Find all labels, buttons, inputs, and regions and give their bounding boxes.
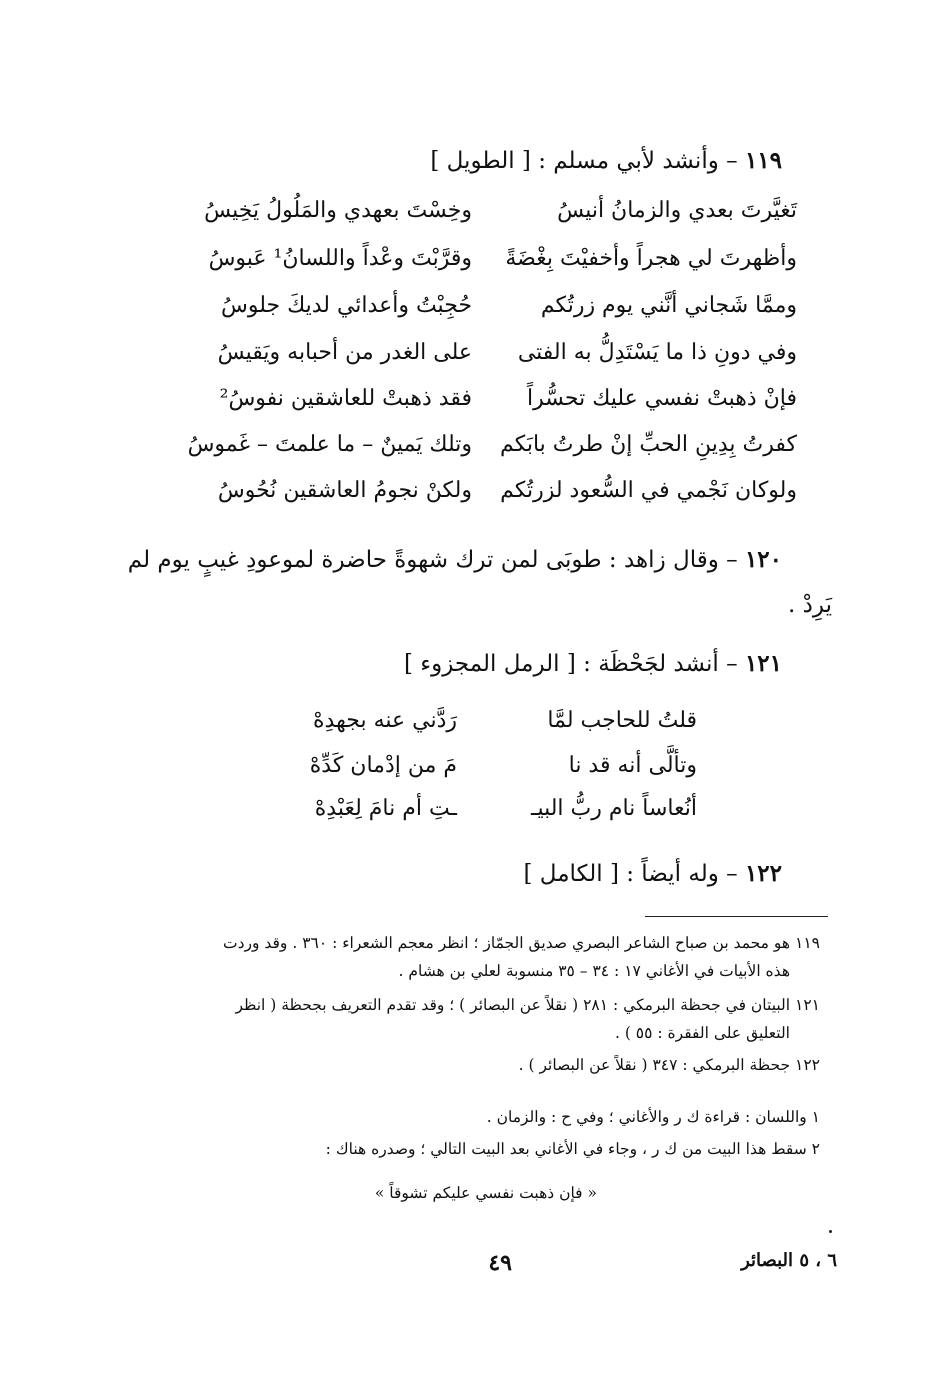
verse-2-second-hemistich: وقرَّبْتَ وعْداً واللسانُ¹ عَبوسُ xyxy=(208,246,472,271)
verse-3-second-hemistich: ـتِ أم نامَ لِعَبْدِهْ xyxy=(314,796,457,821)
verse-5-second-hemistich: فقد ذهبتْ للعاشقين نفوسُ² xyxy=(219,386,472,411)
variant-note-1: ١ واللسان : قراءة ك ر والأغاني ؛ وفي ح : والزمان . xyxy=(486,1108,820,1126)
heading-text: – وله أيضاً : [ الكامل ] xyxy=(523,861,738,887)
heading-text: – أنشد لجَحْظَة : [ الرمل المجزوء ] xyxy=(403,651,738,677)
verse-1-first-hemistich: قلتُ للحاجب لمَّا xyxy=(547,708,697,733)
entry-122-heading xyxy=(524,860,782,887)
note-121-line-2: التعليق على الفقرة : ٥٥ ) . xyxy=(614,1024,790,1042)
entry-121-heading xyxy=(404,650,782,677)
verse-1-first-hemistich: تَغيَّرتَ بعدي والزمانُ أنيسُ xyxy=(557,198,797,223)
entry-120-line-1 xyxy=(128,546,782,573)
note-122: ١٢٢ جحظة البرمكي : ٣٤٧ ( نقلاً عن البصائر ) . xyxy=(518,1056,820,1074)
verse-7-first-hemistich: ولوكان نَجْمي في السُّعود لزرتُكم xyxy=(500,478,797,503)
heading-text: – وأنشد لأبي مسلم : [ الطويل ] xyxy=(430,148,738,174)
footnote-separator xyxy=(645,916,828,917)
page-number: ٤٩ xyxy=(488,1250,512,1276)
verse-2-first-hemistich: وتألَّى أنه قد نا xyxy=(568,753,697,778)
verse-6-second-hemistich: وتلك يَمينٌ – ما علمتَ – غَموسُ xyxy=(187,432,472,457)
verse-2-first-hemistich: وأظهرتَ لي هجراً وأخفيْتَ بِغْضَةً xyxy=(505,246,797,271)
decorative-dot xyxy=(829,1230,832,1233)
verse-1-second-hemistich: وخِسْتَ بعهدي والمَلُولُ يَخِيسُ xyxy=(204,198,472,223)
variant-quote: « فإن ذهبت نفسي عليكم تشوقاً » xyxy=(374,1184,597,1202)
verse-7-second-hemistich: ولكنْ نجومُ العاشقين نُحُوسُ xyxy=(217,478,472,503)
verse-3-first-hemistich: وممَّا شَجاني أنَّني يوم زرتُكم xyxy=(540,293,797,318)
entry-number: ١٢١ xyxy=(744,650,782,677)
entry-119-heading xyxy=(430,147,782,174)
verse-4-second-hemistich: على الغدر من أحبابه ويَقيسُ xyxy=(217,340,472,365)
entry-number: ١٢٢ xyxy=(744,860,782,887)
verse-4-first-hemistich: وفي دونِ ذا ما يَسْتَدِلُّ به الفتى xyxy=(517,340,797,365)
verse-5-first-hemistich: فإنْ ذهبتْ نفسي عليك تحسُّراً xyxy=(527,386,797,411)
verse-6-first-hemistich: كفرتُ بِدِينِ الحبِّ إنْ طرتُ بابَكم xyxy=(500,432,797,457)
variant-note-2: ٢ سقط هذا البيت من ك ر ، وجاء في الأغاني بعد البيت التالي ؛ وصدره هناك : xyxy=(325,1140,820,1158)
entry-120-line-2: يَرِدْ . xyxy=(788,592,832,618)
entry-number: ١١٩ xyxy=(744,147,782,174)
note-121-line-1: ١٢١ البيتان في جحظة البرمكي : ٢٨١ ( نقلاً عن البصائر ) ؛ وقد تقدم التعريف بجحظة ( انظر xyxy=(235,996,820,1014)
verse-3-first-hemistich: أنُعاساً نام ربُّ البيـ xyxy=(531,796,697,821)
entry-120-text: – وقال زاهد : طوبَى لمن ترك شهوةً حاضرة لموعودِ غيبٍ يوم لم xyxy=(127,547,738,573)
note-119-line-2: هذه الأبيات في الأغاني ١٧ : ٣٤ – ٣٥ منسوبة لعلي بن هشام . xyxy=(398,962,790,980)
note-119-line-1: ١١٩ هو محمد بن صباح الشاعر البصري صديق الجمّاز ؛ انظر معجم الشعراء : ٣٦٠ . وقد وردت xyxy=(223,934,820,952)
verse-1-second-hemistich: رَدَّني عنه بجهدِهْ xyxy=(313,708,457,733)
printer-signature: ٦ ، ٥ البصائر xyxy=(741,1250,837,1271)
entry-number: ١٢٠ xyxy=(744,546,782,573)
verse-2-second-hemistich: مَ من إدْمان كَدِّهْ xyxy=(309,753,457,778)
verse-3-second-hemistich: حُجِبْتُ وأعدائي لديكَ جلوسُ xyxy=(220,293,472,318)
